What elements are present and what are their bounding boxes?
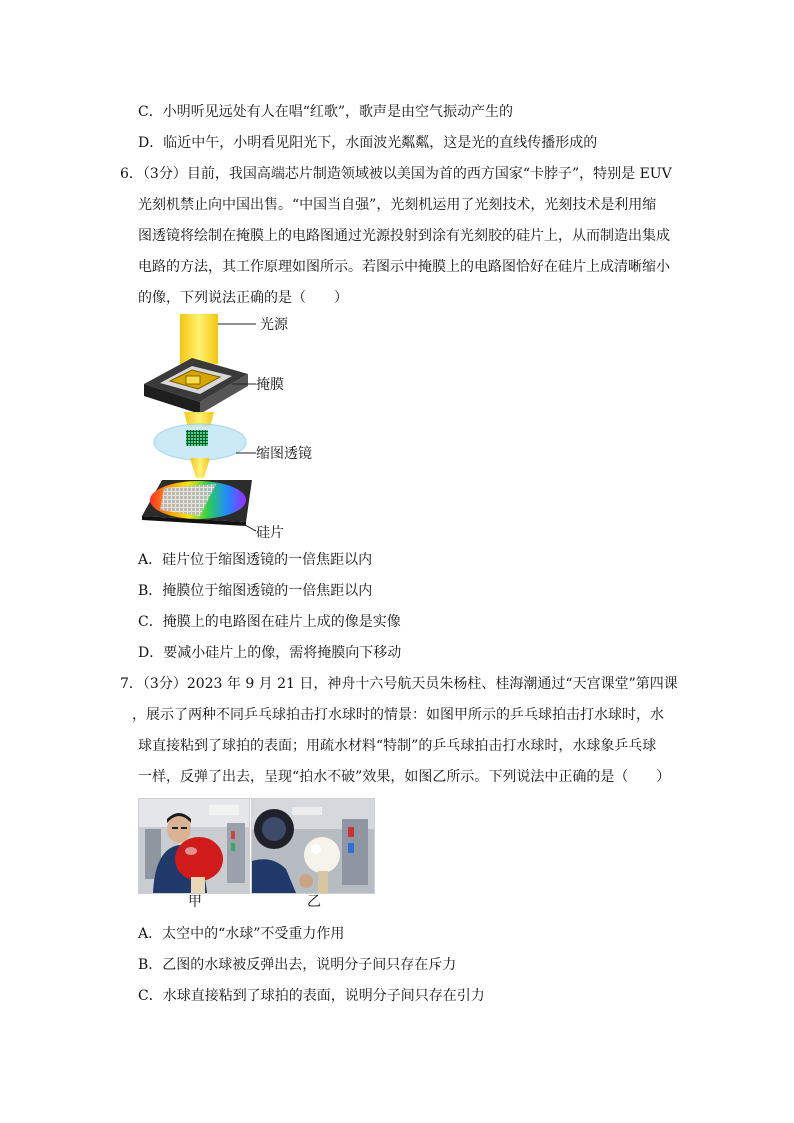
q7-option-b: B．乙图的水球被反弹出去，说明分子间只存在斥力 bbox=[138, 957, 457, 973]
lens-chip-pattern bbox=[186, 430, 208, 446]
q6-option-b: B．掩膜位于缩图透镜的一倍焦距以内 bbox=[138, 583, 373, 599]
q7-stem-line4: 一样，反弹了出去，呈现“拍水不破”效果，如图乙所示。下列说法中正确的是（ ） bbox=[138, 769, 671, 785]
light-beam-top bbox=[180, 314, 218, 364]
lithography-figure bbox=[140, 312, 340, 542]
q6-option-c: C．掩膜上的电路图在硅片上成的像是实像 bbox=[138, 614, 401, 630]
q6-stem-line5: 的像，下列说法正确的是（ ） bbox=[138, 290, 348, 306]
label-wafer: 硅片 bbox=[256, 525, 284, 541]
label-mask: 掩膜 bbox=[256, 377, 284, 393]
label-light-source: 光源 bbox=[260, 317, 288, 333]
label-lens: 缩图透镜 bbox=[256, 446, 312, 462]
mask-circuit-center bbox=[186, 376, 200, 384]
photo-jia bbox=[138, 798, 250, 894]
q6-option-d: D．要减小硅片上的像，需将掩膜向下移动 bbox=[138, 645, 402, 661]
caption-jia: 甲 bbox=[188, 894, 202, 910]
photo-yi bbox=[251, 798, 375, 894]
q6-stem-line4: 电路的方法，其工作原理如图所示。若图示中掩膜上的电路图恰好在硅片上成清晰缩小 bbox=[138, 259, 670, 275]
q7-stem-line3: 球直接粘到了球拍的表面；用疏水材料“特制”的乒乓球拍击打水球时，水球象乒乓球 bbox=[138, 738, 657, 754]
caption-yi: 乙 bbox=[307, 894, 321, 910]
q6-stem-line2: 光刻机禁止向中国出售。“中国当自强”，光刻机运用了光刻技术，光刻技术是利用缩 bbox=[138, 197, 657, 213]
q5-option-c: C．小明听见远处有人在唱“红歌”，歌声是由空气振动产生的 bbox=[138, 104, 514, 120]
q6-stem-line3: 图透镜将绘制在掩膜上的电路图通过光源投射到涂有光刻胶的硅片上，从而制造出集成 bbox=[138, 228, 670, 244]
q7-option-c: C．水球直接粘到了球拍的表面，说明分子间只存在引力 bbox=[138, 988, 485, 1004]
q6-option-a: A．硅片位于缩图透镜的一倍焦距以内 bbox=[138, 552, 373, 568]
q6-stem-line1: 6．（3分）目前，我国高端芯片制造领域被以美国为首的西方国家“卡脖子”，特别是 EUV bbox=[120, 166, 672, 182]
q5-option-d: D．临近中午，小明看见阳光下，水面波光粼粼，这是光的直线传播形成的 bbox=[138, 135, 598, 151]
light-beam-bottom bbox=[190, 458, 210, 478]
q7-stem-line2: ，展示了两种不同乒乓球拍击打水球时的情景：如图甲所示的乒乓球拍击打水球时，水 bbox=[132, 707, 664, 723]
q7-stem-line1: 7．（3分）2023 年 9 月 21 日，神舟十六号航天员朱杨柱、桂海潮通过“天宫课堂”第四课 bbox=[120, 676, 678, 692]
q7-option-a: A．太空中的“水球”不受重力作用 bbox=[138, 926, 345, 942]
